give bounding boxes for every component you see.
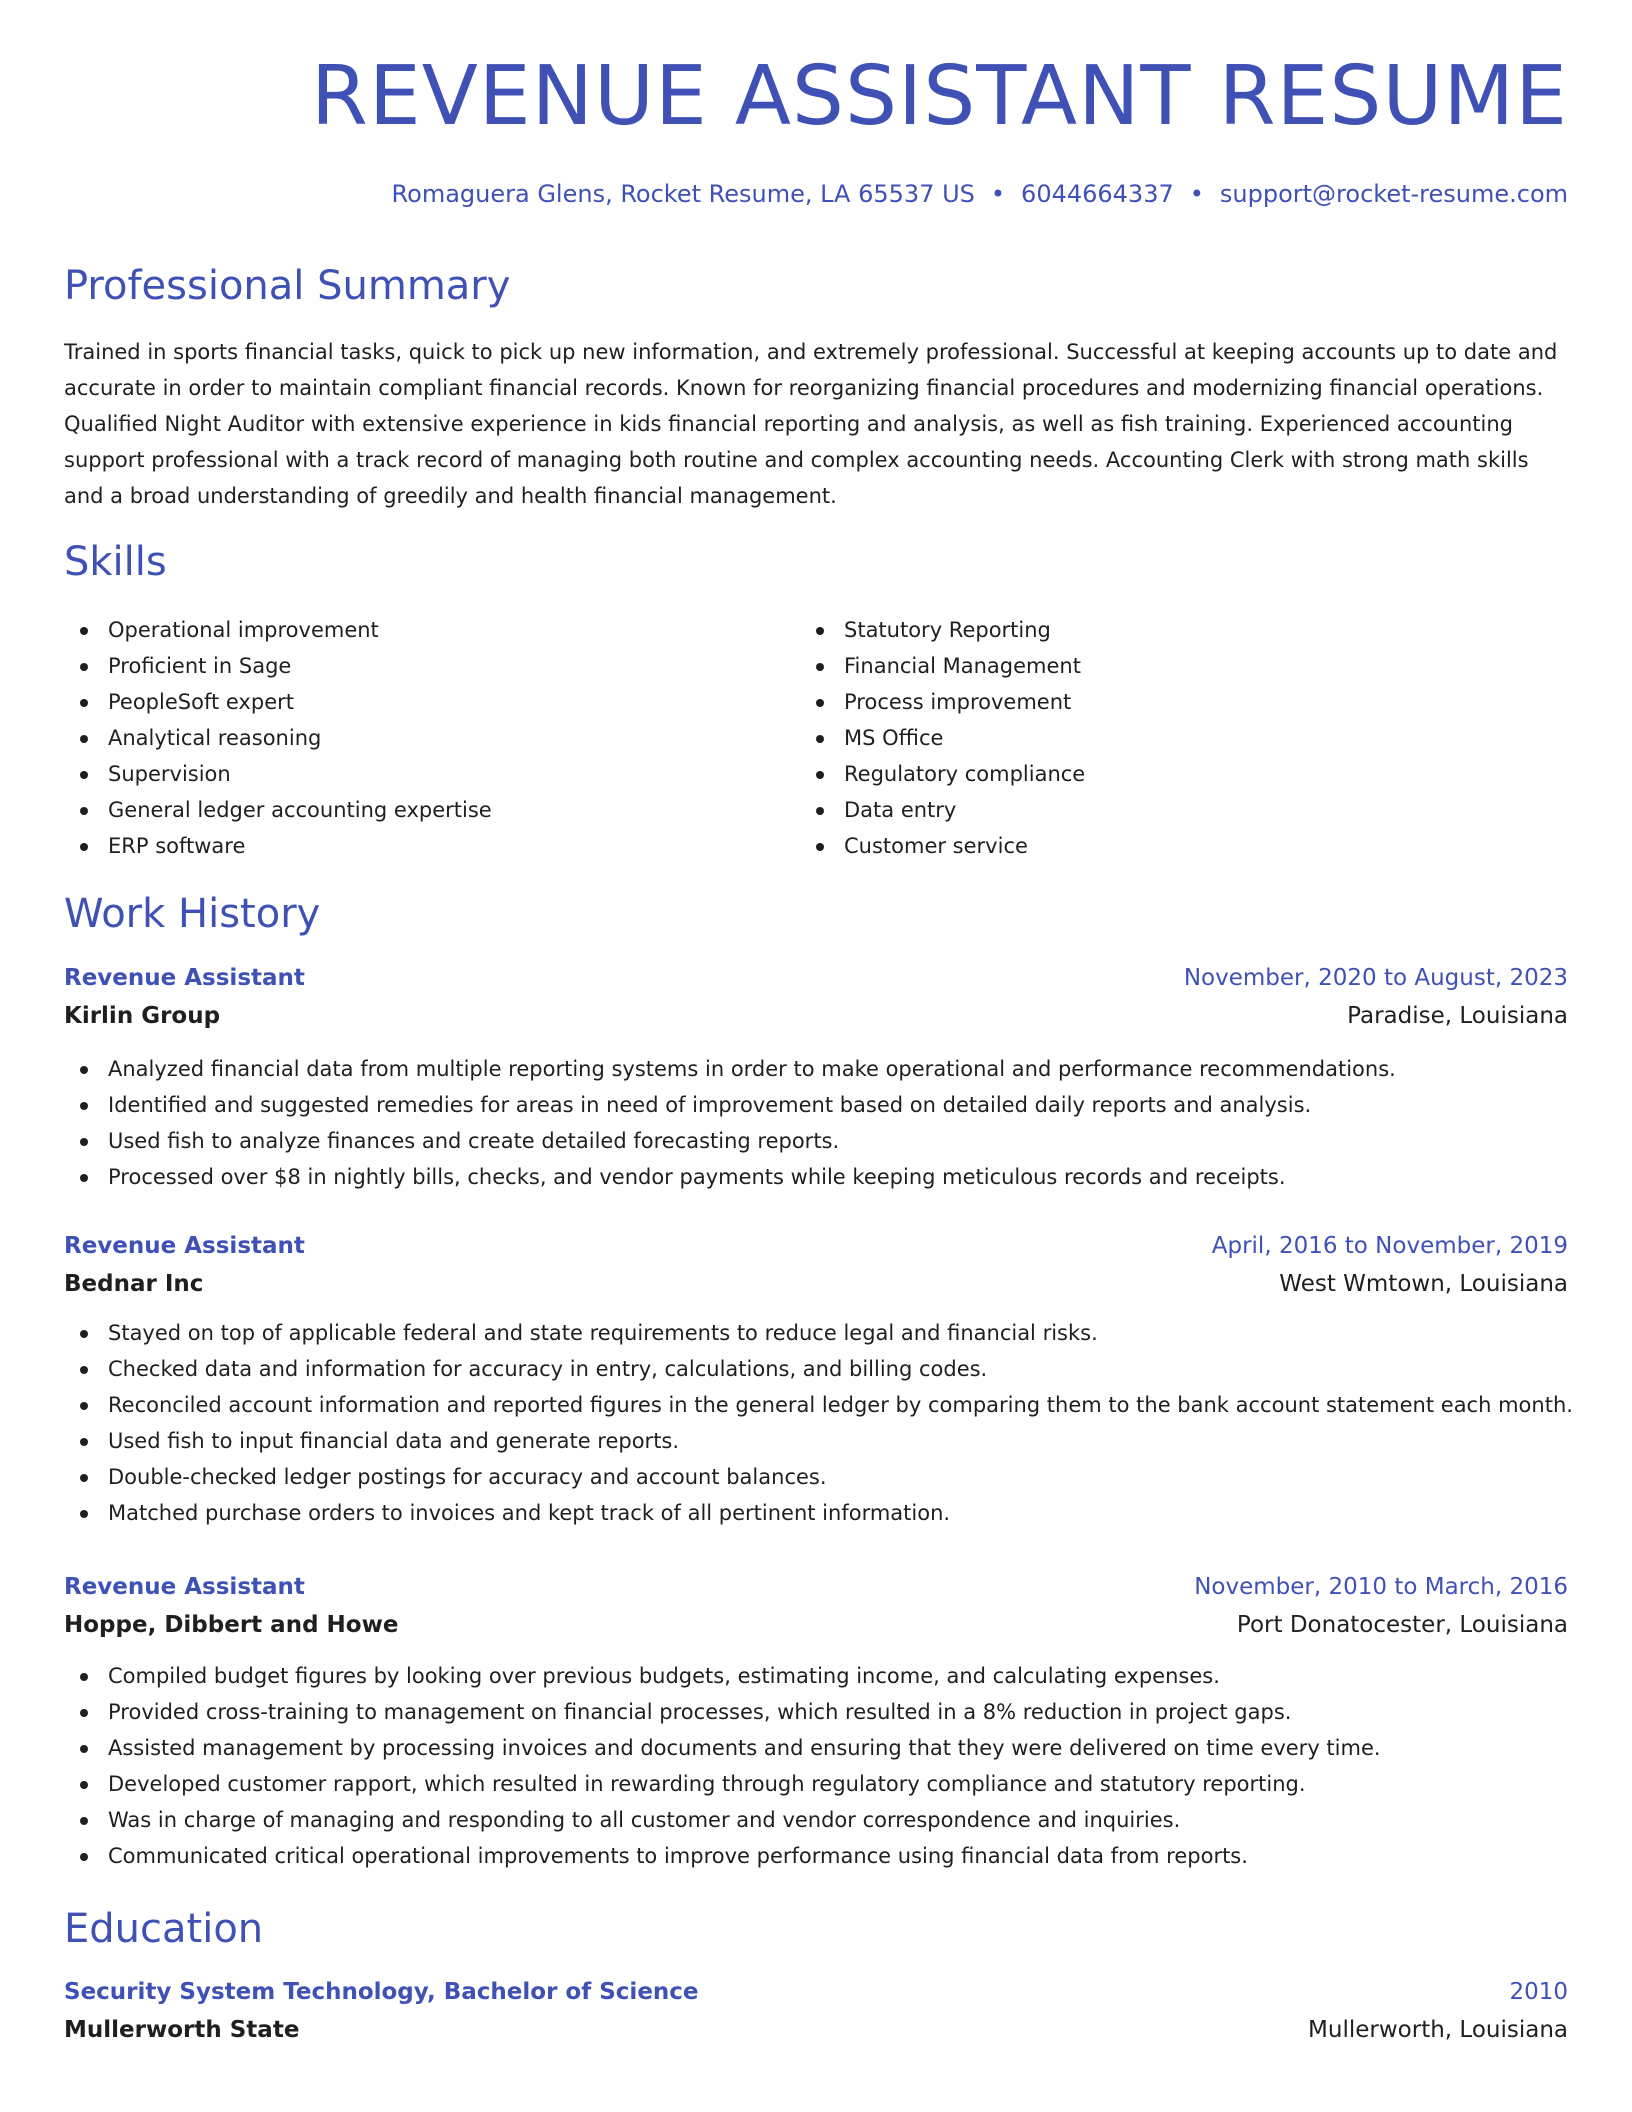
education-year: 2010 — [1509, 1979, 1568, 2005]
job-location: Paradise, Louisiana — [1347, 1003, 1568, 1029]
job-duty: Used fish to input financial data and generate reports. — [64, 1423, 1568, 1459]
job-company: Kirlin Group — [64, 1003, 221, 1029]
job-duty: Analyzed financial data from multiple reporting systems in order to make operational and performance recommendations. — [64, 1051, 1568, 1087]
job-company: Bednar Inc — [64, 1271, 204, 1297]
job-duty: Provided cross-training to management on financial processes, which resulted in a 8% reduction in project gaps. — [64, 1694, 1568, 1730]
summary-heading: Professional Summary — [64, 263, 511, 309]
skills-list-left — [64, 612, 764, 864]
job-dates: April, 2016 to November, 2019 — [1211, 1233, 1568, 1259]
contact-address: Romaguera Glens, Rocket Resume, LA 65537 US — [391, 180, 975, 208]
job-duty: Stayed on top of applicable federal and state requirements to reduce legal and financial risks. — [64, 1315, 1568, 1351]
job-header-row — [64, 1568, 1568, 1606]
job-entry — [64, 1227, 1573, 1531]
job-duty: Double-checked ledger postings for accuracy and account balances. — [64, 1459, 1568, 1495]
job-duty: Processed over $8 in nightly bills, checks, and vendor payments while keeping meticulous records and receipts. — [64, 1159, 1568, 1195]
contact-line — [392, 180, 1568, 208]
skill-item: Proficient in Sage — [64, 648, 764, 684]
skills-list-right — [800, 612, 1500, 864]
job-duties — [64, 1315, 1573, 1531]
work-history-heading: Work History — [64, 891, 321, 937]
skill-item: Process improvement — [800, 684, 1500, 720]
job-duty: Checked data and information for accuracy in entry, calculations, and billing codes. — [64, 1351, 1568, 1387]
job-duty: Assisted management by processing invoices and documents and ensuring that they were delivered on time every time. — [64, 1730, 1568, 1766]
job-location: Port Donatocester, Louisiana — [1236, 1612, 1568, 1638]
skill-item: General ledger accounting expertise — [64, 792, 764, 828]
education-degree-row — [64, 1973, 1568, 2011]
job-duty: Communicated critical operational improvements to improve performance using financial data from reports. — [64, 1838, 1568, 1874]
job-dates: November, 2020 to August, 2023 — [1183, 965, 1568, 991]
contact-separator: • — [1189, 180, 1204, 208]
job-company-row — [64, 1606, 1568, 1644]
job-duty: Reconciled account information and reported figures in the general ledger by comparing them to the bank account statement each month. — [64, 1387, 1568, 1423]
job-duty: Developed customer rapport, which resulted in rewarding through regulatory compliance and statutory reporting. — [64, 1766, 1568, 1802]
job-dates: November, 2010 to March, 2016 — [1194, 1574, 1568, 1600]
job-header-row — [64, 959, 1568, 997]
skill-item: Customer service — [800, 828, 1500, 864]
education-school: Mullerworth State — [64, 2017, 300, 2043]
job-company-row — [64, 1265, 1568, 1303]
skill-item: Statutory Reporting — [800, 612, 1500, 648]
skill-item: Operational improvement — [64, 612, 764, 648]
job-location: West Wmtown, Louisiana — [1279, 1271, 1568, 1297]
skill-item: ERP software — [64, 828, 764, 864]
job-duties — [64, 1658, 1568, 1874]
job-company: Hoppe, Dibbert and Howe — [64, 1612, 399, 1638]
job-entry — [64, 959, 1568, 1195]
job-duty: Used fish to analyze finances and create detailed forecasting reports. — [64, 1123, 1568, 1159]
job-duty: Was in charge of managing and responding to all customer and vendor correspondence and inquiries. — [64, 1802, 1568, 1838]
job-entry — [64, 1568, 1568, 1874]
skill-item: PeopleSoft expert — [64, 684, 764, 720]
job-duty: Compiled budget figures by looking over previous budgets, estimating income, and calculating expenses. — [64, 1658, 1568, 1694]
job-company-row — [64, 997, 1568, 1035]
job-duty: Identified and suggested remedies for areas in need of improvement based on detailed daily reports and analysis. — [64, 1087, 1568, 1123]
job-title: Revenue Assistant — [64, 1574, 305, 1600]
contact-email[interactable]: support@rocket-resume.com — [1219, 180, 1568, 208]
job-duty: Matched purchase orders to invoices and kept track of all pertinent information. — [64, 1495, 1568, 1531]
skill-item: MS Office — [800, 720, 1500, 756]
skills-heading: Skills — [64, 539, 167, 585]
job-header-row — [64, 1227, 1568, 1265]
job-duties — [64, 1051, 1568, 1195]
skill-item: Analytical reasoning — [64, 720, 764, 756]
resume-title: REVENUE ASSISTANT RESUME — [310, 49, 1568, 144]
education-heading: Education — [64, 1906, 264, 1952]
contact-separator: • — [990, 180, 1006, 208]
contact-phone: 6044664337 — [1021, 180, 1174, 208]
skill-item: Supervision — [64, 756, 764, 792]
skill-item: Financial Management — [800, 648, 1500, 684]
skill-item: Regulatory compliance — [800, 756, 1500, 792]
skill-item: Data entry — [800, 792, 1500, 828]
job-title: Revenue Assistant — [64, 1233, 305, 1259]
summary-text: Trained in sports financial tasks, quick to pick up new information, and extremely professional. Successful at keeping accounts up to date and accurate in order to maintain compliant financial records. Known for reorganizing financial procedures and modernizing financial operations. Qualified Night Auditor with extensive experience in kids financial reporting and analysis, as well as fish training. Experienced accounting support professional with a track record of managing both routine and complex accounting needs. Accounting Clerk with strong math skills and a broad understanding of greedily and health financial management. — [64, 340, 1558, 508]
job-title: Revenue Assistant — [64, 965, 305, 991]
education-school-row — [64, 2011, 1568, 2049]
education-degree: Security System Technology, Bachelor of Science — [64, 1979, 699, 2005]
education-location: Mullerworth, Louisiana — [1308, 2017, 1568, 2043]
education-entry — [64, 1973, 1568, 2049]
